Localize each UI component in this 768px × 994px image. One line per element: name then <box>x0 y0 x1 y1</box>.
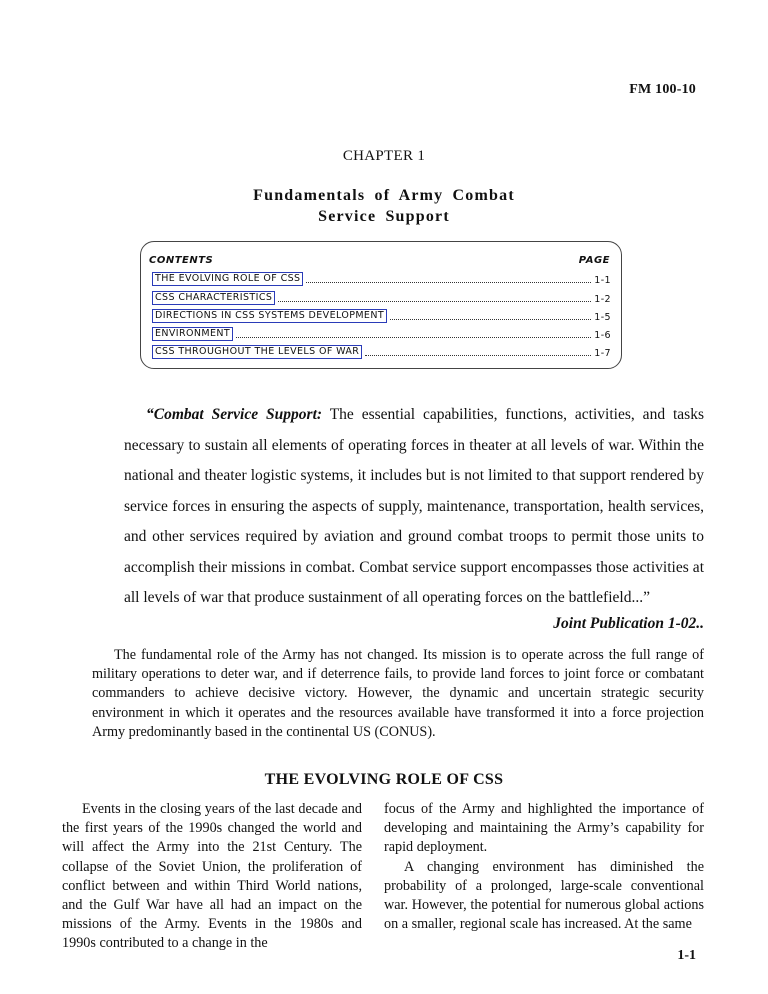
toc-leader-dots <box>365 355 591 356</box>
toc-row <box>152 270 611 286</box>
toc-leader-dots <box>306 282 591 283</box>
quote-source: Joint Publication 1-02.. <box>553 615 704 632</box>
toc-leader-dots <box>236 337 591 338</box>
toc-link-css-characteristics[interactable]: CSS CHARACTERISTICS <box>152 291 275 305</box>
toc-row <box>152 325 611 341</box>
definition-quote <box>124 400 704 614</box>
chapter-title-line-2: Service Support <box>318 208 450 225</box>
toc-page-number: 1-7 <box>594 348 611 359</box>
left-column-text: Events in the closing years of the last decade and the first years of the 1990s changed the world and will affect the Army into the 21st Century. The collapse of the Soviet Union, the proliferation of conflict between and within Third World nations, and the Gulf War have all had an impact on the missions of the Army. Events in the 1980s and 1990s contributed to a change in the <box>62 801 362 952</box>
toc-row <box>152 289 611 305</box>
toc-leader-dots <box>278 301 591 302</box>
intro-paragraph: The fundamental role of the Army has not changed. Its mission is to operate across the full range of military operations to deter war, and if deterrence fails, to provide land forces to joint force or combatant commanders to achieve decisive victory. However, the dynamic and uncertain strategic security environment in which it operates and the resources available have transformed it into a force projection Army predominantly based in the continental US (CONUS). <box>92 647 704 740</box>
document-code: FM 100-10 <box>629 82 696 97</box>
right-column-paragraph-2: A changing environment has diminished the probability of a prolonged, large-scale conventional war. However, the potential for numerous global actions on a smaller, regional scale has increased. At the same <box>384 858 704 933</box>
quote-lead: “Combat Service Support: <box>146 406 323 423</box>
section-heading: THE EVOLVING ROLE OF CSS <box>264 771 504 788</box>
chapter-title <box>0 185 768 227</box>
right-column-paragraph-1: focus of the Army and highlighted the importance of developing and maintaining the Army’s capability for rapid deployment. <box>384 801 704 856</box>
page-heading: PAGE <box>578 255 610 266</box>
chapter-label: CHAPTER 1 <box>342 148 426 164</box>
toc-page-number: 1-5 <box>594 312 611 323</box>
toc-page-number: 1-1 <box>594 275 611 286</box>
toc-page-number: 1-2 <box>594 294 611 305</box>
toc-row <box>152 343 611 359</box>
contents-heading: CONTENTS <box>149 255 214 266</box>
toc-row <box>152 307 611 323</box>
page-number: 1-1 <box>677 948 696 963</box>
toc-link-directions[interactable]: DIRECTIONS IN CSS SYSTEMS DEVELOPMENT <box>152 309 387 323</box>
toc-page-number: 1-6 <box>594 330 611 341</box>
toc-link-evolving-role[interactable]: THE EVOLVING ROLE OF CSS <box>152 272 303 286</box>
right-column <box>384 800 704 934</box>
toc-link-environment[interactable]: ENVIRONMENT <box>152 327 233 341</box>
toc-link-levels-of-war[interactable]: CSS THROUGHOUT THE LEVELS OF WAR <box>152 345 362 359</box>
chapter-title-line-1: Fundamentals of Army Combat <box>253 187 515 204</box>
toc-leader-dots <box>390 319 591 320</box>
quote-body: The essential capabilities, functions, activities, and tasks necessary to sustain all elements of operating forces in theater at all levels of war. Within the national and theater logistic systems, it includes but is not limited to that support rendered by service forces in ensuring the aspects of supply, maintenance, transportation, health services, and other services required by aviation and ground combat troops to permit those units to accomplish their missions in combat. Combat service support encompasses those activities at all levels of war that produce sustainment of all operating forces on the battlefield...” <box>124 406 705 606</box>
